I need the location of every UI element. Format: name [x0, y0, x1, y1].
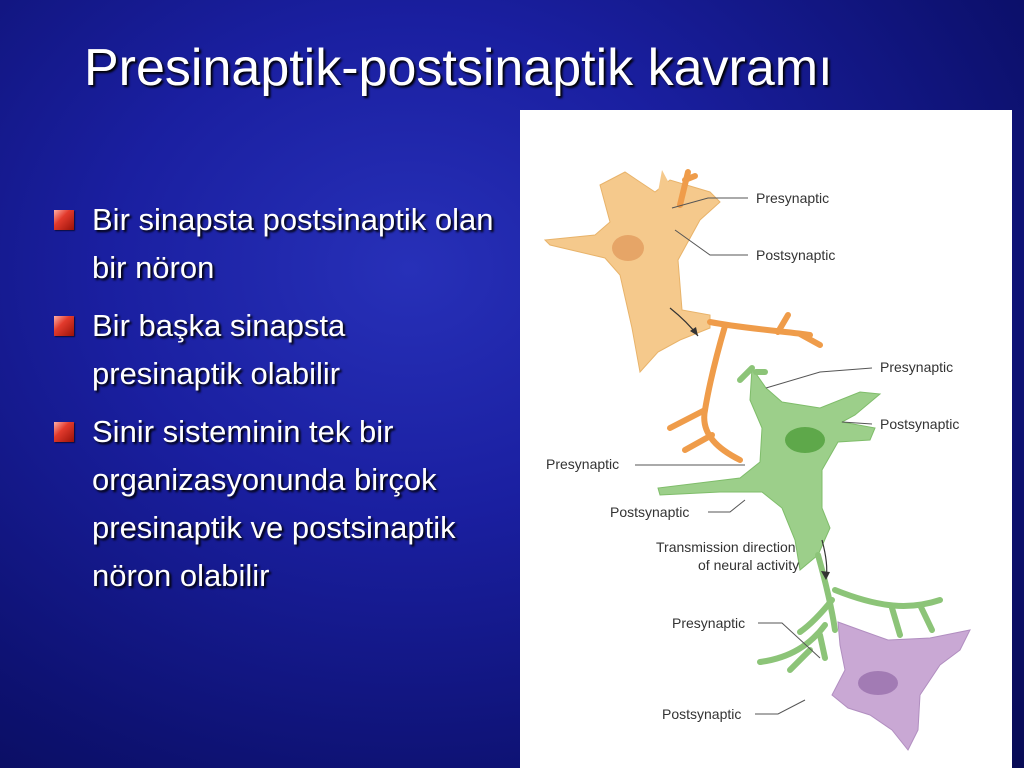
bullet-text: Sinir sisteminin tek bir organizasyonunda birçok presinaptik ve postsinaptik nöron olabilir: [92, 414, 456, 593]
square-bullet-icon: [54, 316, 74, 336]
label-presynaptic: Presynaptic: [756, 190, 830, 206]
label-transmission-direction: of neural activity: [698, 557, 800, 573]
label-postsynaptic: Postsynaptic: [880, 416, 960, 432]
neuron-2-nucleus: [785, 427, 825, 453]
bullet-list: [52, 196, 502, 610]
label-presynaptic: Presynaptic: [880, 359, 954, 375]
bullet-item: [52, 408, 502, 600]
bullet-item: [52, 196, 502, 292]
neuron-1-nucleus: [612, 235, 644, 261]
label-postsynaptic: Postsynaptic: [662, 706, 742, 722]
label-postsynaptic: Postsynaptic: [610, 504, 690, 520]
label-presynaptic: Presynaptic: [672, 615, 746, 631]
label-presynaptic: Presynaptic: [546, 456, 620, 472]
slide-title: Presinaptik-postsinaptik kavramı: [84, 39, 833, 97]
neuron-chain-figure: [520, 110, 1012, 768]
bullet-text: Bir sinapsta postsinaptik olan bir nöron: [92, 202, 494, 285]
neuron-3: [832, 622, 970, 750]
label-postsynaptic: Postsynaptic: [756, 247, 836, 263]
neuron-3-nucleus: [858, 671, 898, 695]
square-bullet-icon: [54, 210, 74, 230]
label-transmission-direction: Transmission direction: [656, 539, 796, 555]
square-bullet-icon: [54, 422, 74, 442]
bullet-item: [52, 302, 502, 398]
neuron-diagram: [520, 110, 1012, 768]
neuron-3-body: [832, 622, 970, 750]
bullet-text: Bir başka sinapsta presinaptik olabilir: [92, 308, 346, 391]
